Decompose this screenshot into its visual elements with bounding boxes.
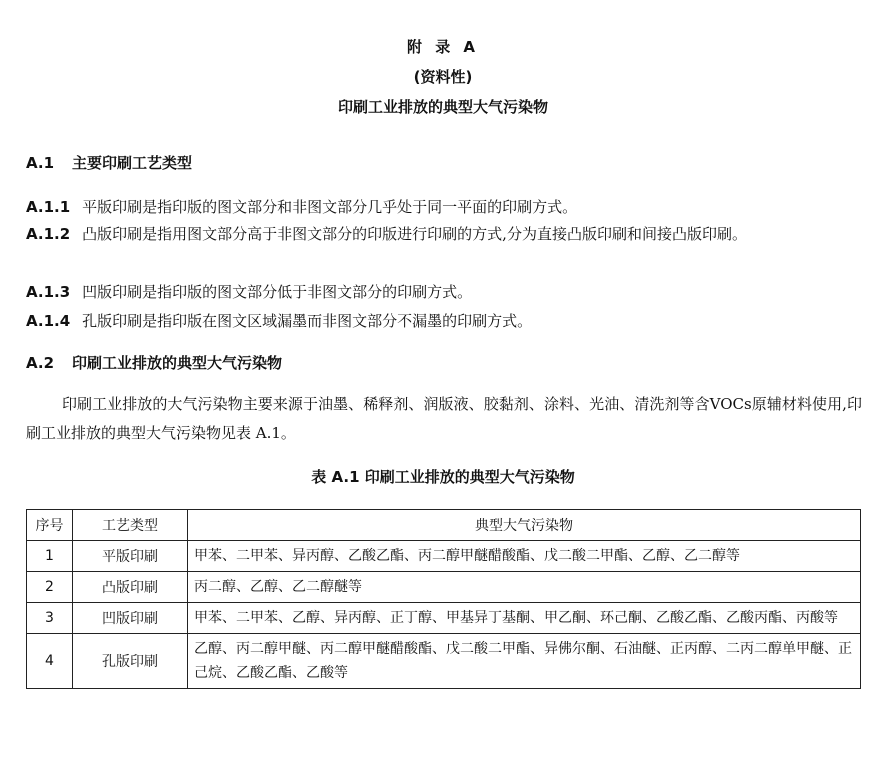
clause-text: 孔版印刷是指印版在图文区域漏墨而非图文部分不漏墨的印刷方式。 xyxy=(82,312,533,330)
section-title: 主要印刷工艺类型 xyxy=(72,154,193,172)
row-pollutants: 丙二醇、乙醇、乙二醇醚等 xyxy=(188,572,861,603)
clause-text: 凸版印刷是指用图文部分高于非图文部分的印版进行印刷的方式,分为直接凸版印刷和间接凸版印刷。 xyxy=(82,225,747,243)
row-index: 4 xyxy=(27,634,73,689)
row-process: 孔版印刷 xyxy=(73,634,188,689)
row-process: 凹版印刷 xyxy=(73,603,188,634)
clause-number: A.1.4 xyxy=(26,312,71,330)
clause-text: 平版印刷是指印版的图文部分和非图文部分几乎处于同一平面的印刷方式。 xyxy=(82,198,578,216)
pollutant-table xyxy=(26,509,861,689)
column-header-index: 序号 xyxy=(27,510,73,541)
column-header-pollutants: 典型大气污染物 xyxy=(188,510,861,541)
table-row xyxy=(27,572,861,603)
clause-number: A.1.1 xyxy=(26,198,71,216)
annex-name: 印刷工业排放的典型大气污染物 xyxy=(337,98,548,116)
section-number: A.2 xyxy=(26,354,55,372)
section-title: 印刷工业排放的典型大气污染物 xyxy=(72,354,283,372)
clause-a1-3 xyxy=(26,279,860,305)
row-process: 凸版印刷 xyxy=(73,572,188,603)
clause-a1-4 xyxy=(26,308,860,334)
table-row xyxy=(27,634,861,689)
section-a1-heading xyxy=(26,152,192,173)
table-header-row xyxy=(27,510,861,541)
column-header-process: 工艺类型 xyxy=(73,510,188,541)
table-row xyxy=(27,541,861,572)
section-a2-heading xyxy=(26,352,282,373)
row-index: 3 xyxy=(27,603,73,634)
clause-a1-1 xyxy=(26,194,860,220)
table-title: 表 A.1 印刷工业排放的典型大气污染物 xyxy=(311,468,575,486)
row-process: 平版印刷 xyxy=(73,541,188,572)
section-number: A.1 xyxy=(26,154,55,172)
table-row xyxy=(27,603,861,634)
row-pollutants: 甲苯、二甲苯、异丙醇、乙酸乙酯、丙二醇甲醚醋酸酯、戊二酸二甲酯、乙醇、乙二醇等 xyxy=(188,541,861,572)
clause-number: A.1.2 xyxy=(26,225,71,243)
row-pollutants: 甲苯、二甲苯、乙醇、异丙醇、正丁醇、甲基异丁基酮、甲乙酮、环己酮、乙酸乙酯、乙酸丙酯、丙酸等 xyxy=(188,603,861,634)
annex-title: 附 录 A xyxy=(406,38,480,56)
clause-text: 凹版印刷是指印版的图文部分低于非图文部分的印刷方式。 xyxy=(82,283,473,301)
row-index: 1 xyxy=(27,541,73,572)
section-a2-paragraph: 印刷工业排放的大气污染物主要来源于油墨、稀释剂、润版液、胶黏剂、涂料、光油、清洗剂等含VOCs原辅材料使用,印刷工业排放的典型大气污染物见表 A.1。 xyxy=(26,395,862,442)
clause-a1-2 xyxy=(26,221,860,247)
row-index: 2 xyxy=(27,572,73,603)
row-pollutants: 乙醇、丙二醇甲醚、丙二醇甲醚醋酸酯、戊二酸二甲酯、异佛尔酮、石油醚、正丙醇、二丙二醇单甲醚、正己烷、乙酸乙酯、乙酸等 xyxy=(188,634,861,689)
annex-type: (资料性) xyxy=(413,68,473,86)
clause-number: A.1.3 xyxy=(26,283,71,301)
